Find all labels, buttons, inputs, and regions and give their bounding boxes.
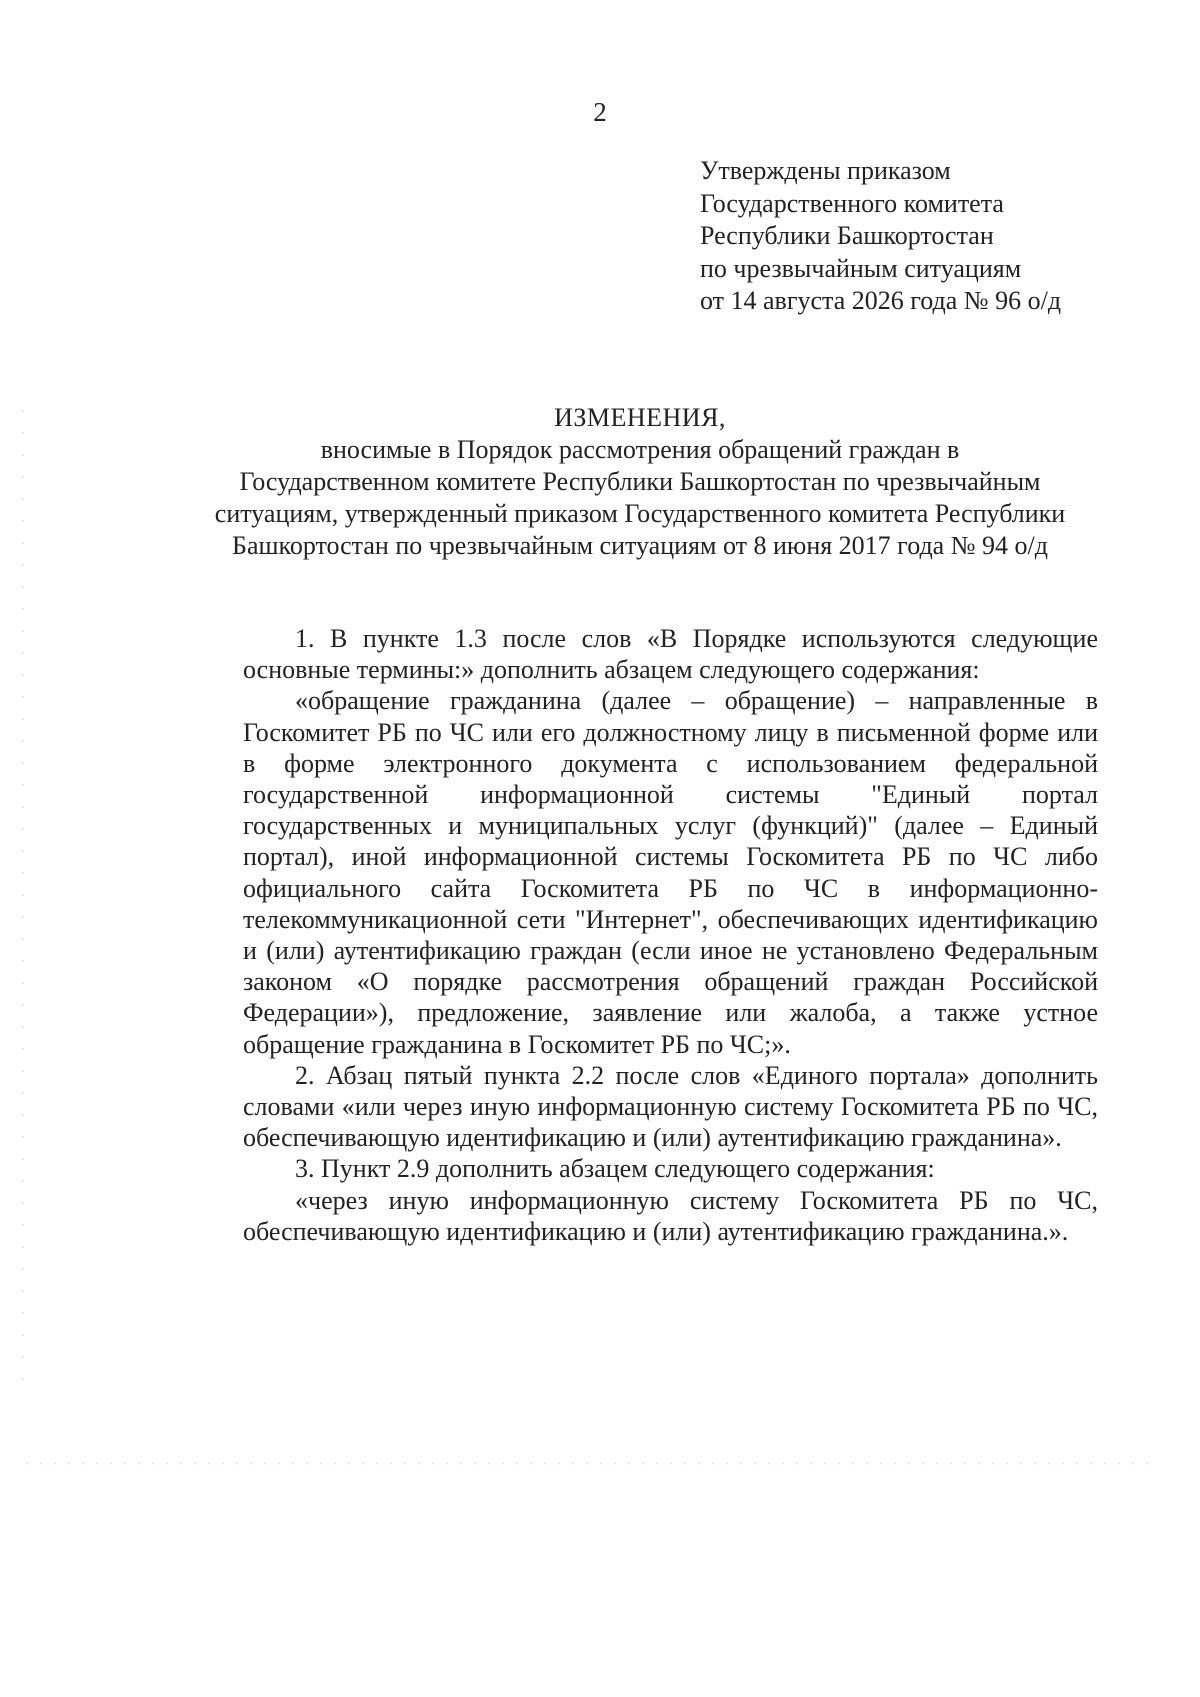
approval-line: Республики Башкортостан	[700, 221, 994, 250]
approval-line: по чрезвычайным ситуациям	[700, 253, 1022, 283]
paragraph-quote-3: «через иную информационную систему Госкомитета РБ по ЧС, обеспечивающую идентификацию и (или) аутентификацию гражданина.».	[243, 1185, 1098, 1246]
paragraph-item-1: 1. В пункте 1.3 после слов «В Порядке используются следующие основные термины:» дополнить абзацем следующего содержания:	[243, 624, 1098, 685]
approval-line: от 14 августа 2026 года № 96 о/д	[700, 286, 1062, 315]
approval-line: Утверждены приказом	[700, 156, 951, 185]
paragraph-item-2: 2. Абзац пятый пункта 2.2 после слов «Единого портала» дополнить словами «или через иную информационную систему Госкомитета РБ по ЧС, обеспечивающую идентификацию и (или) аутентификацию гражданина».	[243, 1060, 1098, 1153]
subtitle-line: Государственном комитете Республики Башкортостан по чрезвычайным	[239, 467, 1041, 496]
document-heading	[120, 402, 1160, 562]
approval-block	[700, 155, 1140, 318]
paragraph-item-3: 3. Пункт 2.9 дополнить абзацем следующего содержания:	[295, 1154, 935, 1184]
page-number: 2	[593, 97, 607, 127]
subtitle-line: вносимые в Порядок рассмотрения обращений граждан в	[320, 435, 960, 464]
paragraph-quote-1: «обращение гражданина (далее – обращение) – направленные в Госкомитет РБ по ЧС или его должностному лицу в письменной форме или в форме электронного документа с использованием федеральной государственной информационной системы "Единый портал государственных и муниципальных услуг (функций)" (далее – Единый портал), иной информационной системы Госкомитета РБ по ЧС либо официального сайта Госкомитета РБ по ЧС в информационно-телекоммуникационной сети "Интернет", обеспечивающих идентификацию и (или) аутентификацию граждан (если иное не установлено Федеральным законом «О порядке рассмотрения обращений граждан Российской Федерации»), предложение, заявление или жалоба, а также устное обращение гражданина в Госкомитет РБ по ЧС;».	[243, 686, 1098, 1059]
subtitle-line: Башкортостан по чрезвычайным ситуациям от 8 июня 2017 года № 94 о/д	[232, 531, 1048, 560]
document-subtitle	[120, 434, 1160, 562]
document-body	[243, 623, 1098, 1247]
scan-artifact-line	[20, 1462, 1150, 1465]
document-title: ИЗМЕНЕНИЯ,	[554, 403, 726, 432]
scan-artifact-margin	[20, 400, 26, 1400]
subtitle-line: ситуациям, утвержденный приказом Государственного комитета Республики	[214, 499, 1066, 528]
approval-line: Государственного комитета	[700, 188, 1004, 218]
